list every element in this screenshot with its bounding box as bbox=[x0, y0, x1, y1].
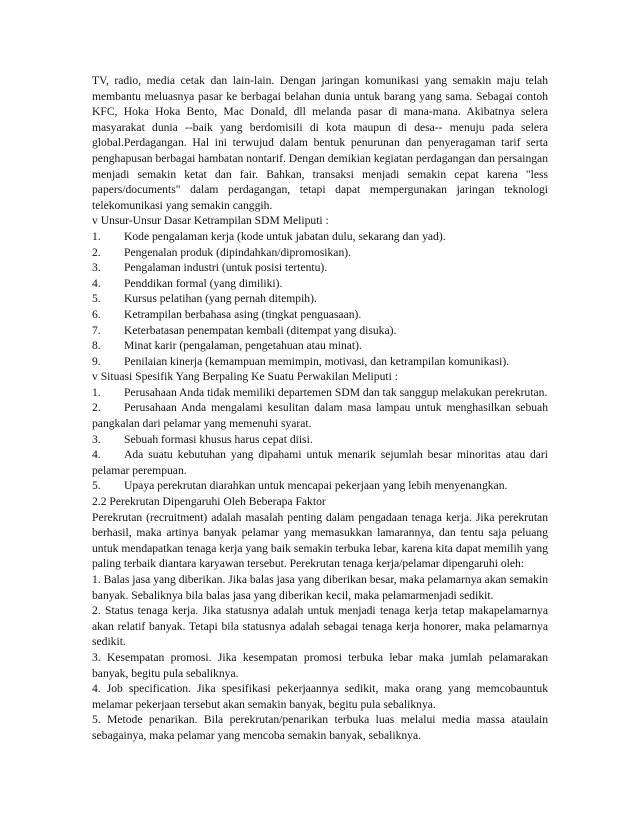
section-heading-factors: 2.2 Perekrutan Dipengaruhi Oleh Beberapa Faktor bbox=[92, 495, 326, 509]
list-item: 2. Pengenalan produk (dipindahkan/dipromosikan). bbox=[92, 245, 351, 259]
document-page bbox=[92, 73, 548, 744]
skills-list bbox=[92, 229, 548, 369]
factor-item: 1. Balas jasa yang diberikan. Jika balas jasa yang diberikan besar, maka pelamarnya akan semakin banyak. Sebaliknya bila balas jasa yang diberikan kecil, maka pelamarmenjadi sedikit. bbox=[92, 573, 548, 602]
list-item: 3. Pengalaman industri (untuk posisi tertentu). bbox=[92, 261, 328, 275]
recruitment-paragraph: Perekrutan (recruitment) adalah masalah penting dalam pengadaan tenaga kerja. Jika perekrutan berhasil, maka artinya banyak pelamar yang memasukkan lamarannya, dan tentu saja peluang untuk mendapatkan tenaga kerja yang baik semakin terbuka lebar, karena kita dapat memilih yang paling terbaik diantara karyawan tersebut. Perekrutan tenaga kerja/pelamar dipengaruhi oleh: bbox=[92, 510, 548, 571]
section-heading-skills: v Unsur-Unsur Dasar Ketrampilan SDM Meliputi : bbox=[92, 214, 329, 228]
intro-paragraph: TV, radio, media cetak dan lain-lain. Dengan jaringan komunikasi yang semakin maju telah membantu meluasnya pasar ke berbagai belahan dunia untuk barang yang sama. Sebagai contoh KFC, Hoka Hoka Bento, Mac Donald, dll melanda pasar di mana-mana. Akibatnya selera masyarakat dunia --baik yang berdomisili di kota maupun di desa-- menuju pada selera global.Perdagangan. Hal ini terwujud dalam bentuk penurunan dan penyeragaman tarif serta penghapusan berbagai hambatan nontarif. Dengan demikian kegiatan perdagangan dan persaingan menjadi semakin ketat dan fair. Bahkan, transaksi menjadi semakin cepat karena "less papers/documents" dalam perdagangan, tetapi dapat mempergunakan jaringan teknologi telekomunikasi yang semakin canggih. bbox=[92, 74, 548, 212]
list-item: 6. Ketrampilan berbahasa asing (tingkat penguasaan). bbox=[92, 307, 362, 321]
factor-item: 3. Kesempatan promosi. Jika kesempatan promosi terbuka lebar maka jumlah pelamarakan banyak, begitu pula sebaliknya. bbox=[92, 650, 548, 680]
list-item: 2. Perusahaan Anda mengalami kesulitan dalam masa lampau untuk menghasilkan sebuah pangkalan dari pelamar yang memenuhi syarat. bbox=[92, 401, 548, 431]
list-item: 5. Upaya perekrutan diarahkan untuk mencapai pekerjaan yang lebih menyenangkan. bbox=[92, 479, 508, 493]
list-item: 1. Perusahaan Anda tidak memiliki departemen SDM dan tak sanggup melakukan perekrutan. bbox=[92, 385, 548, 399]
list-item: 8. Minat karir (pengalaman, pengetahuan atau minat). bbox=[92, 339, 362, 353]
factor-item: 2. Status tenaga kerja. Jika statusnya adalah untuk menjadi tenaga kerja tetap makapelamarnya akan relatif banyak. Tetapi bila statusnya adalah sebagai tenaga kerja honorer, maka pelamarnya sedikit. bbox=[92, 604, 548, 649]
situations-list bbox=[92, 385, 548, 494]
list-item: 1. Kode pengalaman kerja (kode untuk jabatan dulu, sekarang dan yad). bbox=[92, 229, 446, 243]
list-item: 9. Penilaian kinerja (kemampuan memimpin, motivasi, dan ketrampilan komunikasi). bbox=[92, 354, 510, 368]
list-item: 4. Penddikan formal (yang dimiliki). bbox=[92, 276, 283, 290]
list-item: 3. Sebuah formasi khusus harus cepat diisi. bbox=[92, 432, 313, 446]
list-item: 4. Ada suatu kebutuhan yang dipahami untuk menarik sejumlah besar minoritas atau dari pelamar perempuan. bbox=[92, 448, 548, 477]
factor-item: 5. Metode penarikan. Bila perekrutan/penarikan terbuka luas melalui media massa ataulain sebagainya, maka pelamar yang mencoba semakin banyak, sebaliknya. bbox=[92, 713, 548, 742]
list-item: 7. Keterbatasan penempatan kembali (ditempat yang disuka). bbox=[92, 323, 397, 337]
list-item: 5. Kursus pelatihan (yang pernah ditempih). bbox=[92, 292, 317, 306]
factor-item: 4. Job specification. Jika spesifikasi pekerjaannya sedikit, maka orang yang memcobauntuk melamar pekerjaan tersebut akan semakin banyak, begitu pula sebaliknya. bbox=[92, 682, 548, 711]
section-heading-situations: v Situasi Spesifik Yang Berpaling Ke Suatu Perwakilan Meliputi : bbox=[92, 370, 398, 384]
